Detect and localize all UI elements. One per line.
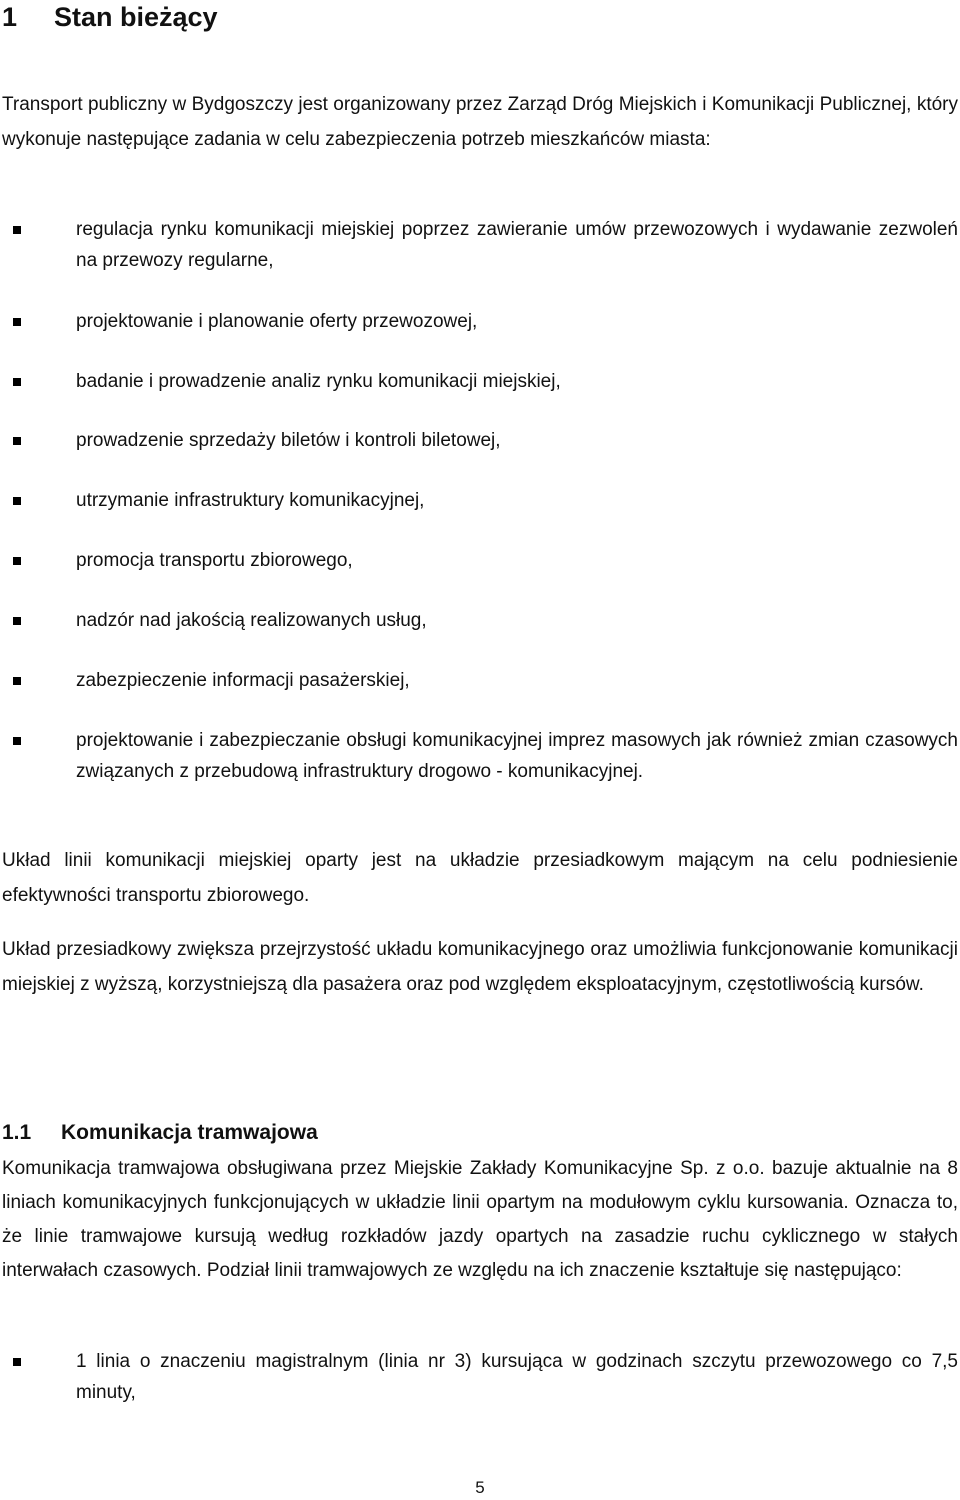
page-number: 5 — [475, 1478, 485, 1497]
list-item — [76, 665, 958, 696]
list-item — [76, 545, 958, 576]
bullet-icon — [13, 737, 21, 745]
bullet-icon — [13, 1358, 21, 1366]
bullet-icon — [13, 677, 21, 685]
list-item — [76, 725, 958, 787]
intro-paragraph: Transport publiczny w Bydgoszczy jest organizowany przez Zarząd Dróg Miejskich i Komunikacji Publicznej, który wykonuje następujące zadania w celu zabezpieczenia potrzeb mieszkańców miasta: — [2, 94, 958, 150]
list-item-text: projektowanie i planowanie oferty przewozowej, — [76, 311, 478, 332]
section-title: Stan bieżący — [54, 2, 218, 32]
list-item — [76, 425, 958, 456]
list-item-text: prowadzenie sprzedaży biletów i kontroli biletowej, — [76, 430, 501, 451]
subsection-number: 1.1 — [2, 1121, 32, 1144]
list-item — [76, 485, 958, 516]
bullet-icon — [13, 226, 21, 234]
bullet-icon — [13, 378, 21, 386]
list-item — [76, 306, 958, 337]
list-item-text: projektowanie i zabezpieczanie obsługi komunikacyjnej imprez masowych jak również zmian czasowych związanych z przebudową infrastruktury drogowo - komunikacyjnej. — [76, 730, 958, 782]
bullet-icon — [13, 318, 21, 326]
section-heading — [2, 0, 218, 34]
list-item — [76, 214, 958, 276]
list-item-text: nadzór nad jakością realizowanych usług, — [76, 610, 427, 631]
paragraph: Komunikacja tramwajowa obsługiwana przez Miejskie Zakłady Komunikacyjne Sp. z o.o. bazuje aktualnie na 8 liniach komunikacyjnych funkcjonujących w układzie linii opartym na modułowym cyklu kursowania. Oznacza to, że linie tramwajowe kursują według rozkładów jazdy opartych na zasadzie ruchu cyklicznego w stałych interwałach czasowych. Podział linii tramwajowych ze względu na ich znaczenie kształtuje się następująco: — [2, 1158, 958, 1281]
bullet-icon — [13, 437, 21, 445]
subsection-title: Komunikacja tramwajowa — [61, 1121, 318, 1144]
list-item — [76, 366, 958, 397]
paragraph: Układ przesiadkowy zwiększa przejrzystość układu komunikacyjnego oraz umożliwia funkcjonowanie komunikacji miejskiej z wyższą, korzystniejszą dla pasażera oraz pod względem eksploatacyjnym, częstotliwością kursów. — [2, 939, 958, 995]
subsection-heading — [2, 1118, 318, 1148]
paragraph: Układ linii komunikacji miejskiej oparty jest na układzie przesiadkowym mającym na celu podniesienie efektywności transportu zbiorowego. — [2, 850, 958, 906]
list-item-text: 1 linia o znaczeniu magistralnym (linia nr 3) kursująca w godzinach szczytu przewozowego co 7,5 minuty, — [76, 1351, 958, 1403]
list-item-text: badanie i prowadzenie analiz rynku komunikacji miejskiej, — [76, 371, 561, 392]
bullet-icon — [13, 497, 21, 505]
list-item-text: promocja transportu zbiorowego, — [76, 550, 353, 571]
list-item — [76, 1346, 958, 1408]
list-item-text: regulacja rynku komunikacji miejskiej poprzez zawieranie umów przewozowych i wydawanie zezwoleń na przewozy regularne, — [76, 219, 958, 271]
list-item-text: zabezpieczenie informacji pasażerskiej, — [76, 670, 410, 691]
bullet-icon — [13, 617, 21, 625]
list-item — [76, 605, 958, 636]
section-number: 1 — [2, 2, 18, 32]
bullet-icon — [13, 557, 21, 565]
list-item-text: utrzymanie infrastruktury komunikacyjnej, — [76, 490, 425, 511]
